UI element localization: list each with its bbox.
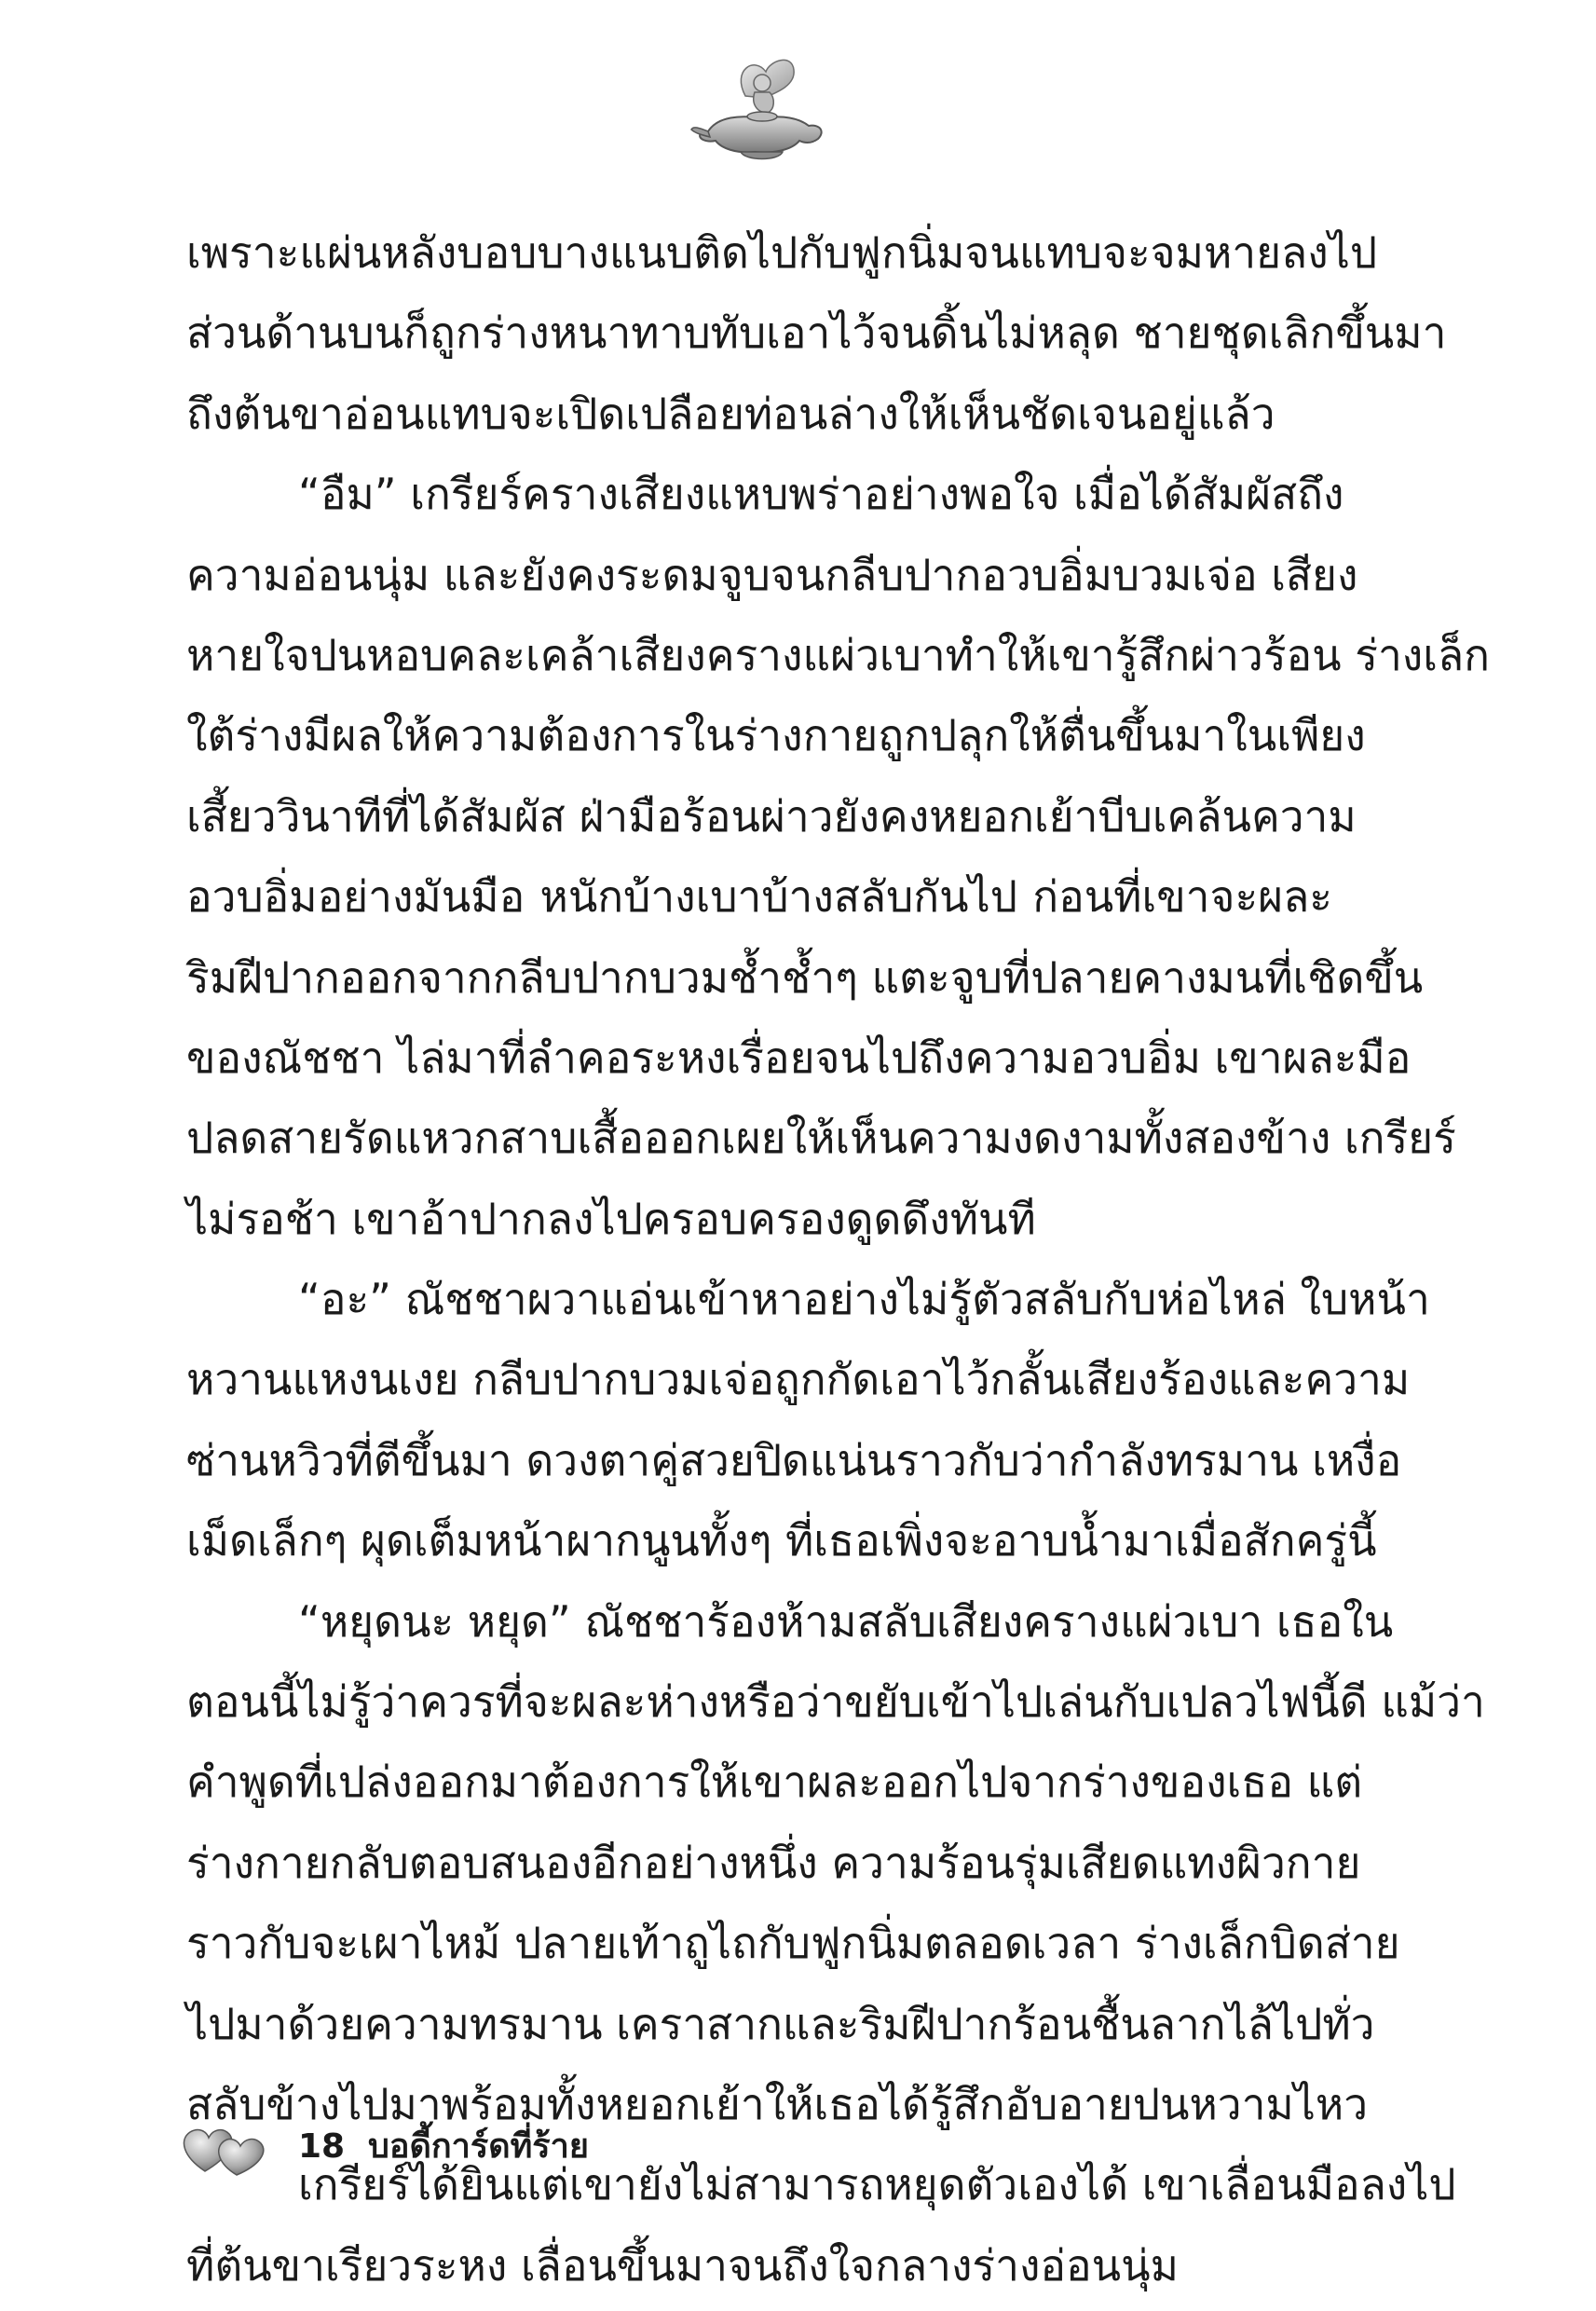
book-title: บอดี้การ์ดที่ร้าย xyxy=(368,2127,589,2166)
text-line: หวานแหงนเงย กลีบปากบวมเจ่อถูกกัดเอาไว้กลั้นเสียงร้องและความ xyxy=(186,1354,1411,1405)
text-line: “อะ” ณัชชาผวาแอ่นเข้าหาอย่างไม่รู้ตัวสลับกับห่อไหล่ ใบหน้า xyxy=(298,1274,1430,1325)
text-line: ของณัชชา ไล่มาที่ลำคอระหงเรื่อยจนไปถึงความอวบอิ่ม เขาผละมือ xyxy=(186,1032,1412,1083)
text-line: ถึงต้นขาอ่อนแทบจะเปิดเปลือยท่อนล่างให้เห็นชัดเจนอยู่แล้ว xyxy=(186,388,1275,439)
hearts-icon xyxy=(177,2115,270,2181)
text-line: ร่างกายกลับตอบสนองอีกอย่างหนึ่ง ความร้อนรุ่มเสียดแทงผิวกาย xyxy=(186,1837,1361,1888)
cupid-on-genie-lamp-icon xyxy=(689,51,829,168)
text-line: ใต้ร่างมีผลให้ความต้องการในร่างกายถูกปลุกให้ตื่นขึ้นมาในเพียง xyxy=(186,710,1366,761)
text-line: สลับข้างไปมาพร้อมทั้งหยอกเย้าให้เธอได้รู้สึกอับอายปนหวามไหว xyxy=(186,2078,1369,2129)
page-footer xyxy=(177,2115,829,2190)
text-line: ที่ต้นขาเรียวระหง เลื่อนขึ้นมาจนถึงใจกลางร่างอ่อนนุ่ม xyxy=(186,2239,1179,2290)
text-line: เสี้ยววินาทีที่ได้สัมผัส ฝ่ามือร้อนผ่าวยังคงหยอกเย้าบีบเคล้นความ xyxy=(186,790,1357,841)
text-line: ตอนนี้ไม่รู้ว่าควรที่จะผละห่างหรือว่าขยับเข้าไปเล่นกับเปลวไฟนี้ดี แม้ว่า xyxy=(186,1676,1485,1728)
text-line: ไปมาด้วยความทรมาน เคราสากและริมฝีปากร้อนชื้นลากไล้ไปทั่ว xyxy=(186,1998,1375,2049)
text-line: เม็ดเล็กๆ ผุดเต็มหน้าผากนูนทั้งๆ ที่เธอเพิ่งจะอาบน้ำมาเมื่อสักครู่นี้ xyxy=(186,1515,1377,1566)
text-line: เพราะแผ่นหลังบอบบางแนบติดไปกับฟูกนิ่มจนแทบจะจมหายลงไป xyxy=(186,227,1378,278)
text-line: คำพูดที่เปล่งออกมาต้องการให้เขาผละออกไปจากร่างของเธอ แต่ xyxy=(186,1757,1363,1808)
body-text xyxy=(186,212,1491,2305)
text-line: อวบอิ่มอย่างมันมือ หนักบ้างเบาบ้างสลับกันไป ก่อนที่เขาจะผละ xyxy=(186,871,1332,923)
text-line: ริมฝีปากออกจากกลีบปากบวมช้ำช้ำๆ แตะจูบที่ปลายคางมนที่เชิดขึ้น xyxy=(186,951,1424,1003)
text-line: “อืม” เกรียร์ครางเสียงแหบพร่าอย่างพอใจ เมื่อได้สัมผัสถึง xyxy=(298,469,1344,520)
text-line: ปลดสายรัดแหวกสาบเสื้อออกเผยให้เห็นความงดงามทั้งสองข้าง เกรียร์ xyxy=(186,1113,1456,1164)
text-line: ความอ่อนนุ่ม และยังคงระดมจูบจนกลีบปากอวบอิ่มบวมเจ่อ เสียง xyxy=(186,549,1358,600)
text-line: “หยุดนะ หยุด” ณัชชาร้องห้ามสลับเสียงครางแผ่วเบา เธอใน xyxy=(298,1595,1394,1647)
text-line: หายใจปนหอบคละเคล้าเสียงครางแผ่วเบาทำให้เขารู้สึกผ่าวร้อน ร่างเล็ก xyxy=(186,629,1491,680)
text-line: ส่วนด้านบนก็ถูกร่างหนาทาบทับเอาไว้จนดิ้นไม่หลุด ชายชุดเลิกขึ้นมา xyxy=(186,308,1447,359)
text-line: ไม่รอช้า เขาอ้าปากลงไปครอบครองดูดดึงทันที xyxy=(186,1193,1036,1244)
text-line: ราวกับจะเผาไหม้ ปลายเท้าถูไถกับฟูกนิ่มตลอดเวลา ร่างเล็กบิดส่าย xyxy=(186,1918,1400,1969)
text-line: ซ่านหวิวที่ตีขึ้นมา ดวงตาคู่สวยปิดแน่นราวกับว่ากำลังทรมาน เหงื่อ xyxy=(186,1434,1402,1485)
text-line: เกรียร์ได้ยินแต่เขายังไม่สามารถหยุดตัวเองได้ เขาเลื่อนมือลงไป xyxy=(298,2159,1456,2210)
page-number: 18 xyxy=(298,2127,346,2166)
